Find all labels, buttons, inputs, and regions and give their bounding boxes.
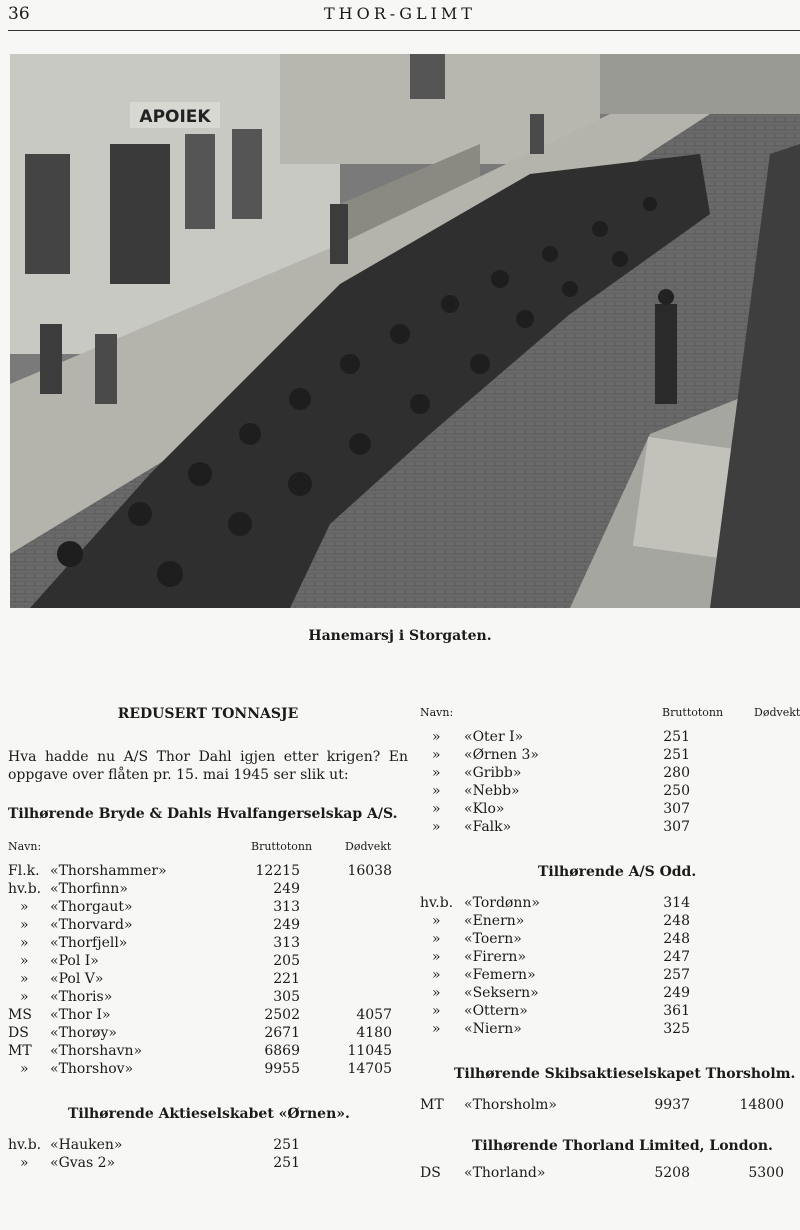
gross-tonnage: 251 — [663, 747, 690, 763]
gross-tonnage: 313 — [273, 935, 300, 951]
ship-name: «Thoris» — [50, 989, 113, 1005]
ship-row — [420, 818, 800, 836]
ship-name: «Enern» — [464, 913, 525, 929]
ship-row — [420, 984, 800, 1002]
gross-tonnage: 248 — [663, 931, 690, 947]
ship-name: «Thorfinn» — [50, 881, 128, 897]
ship-type: hv.b. — [8, 881, 42, 897]
gross-tonnage: 257 — [663, 967, 690, 983]
ship-type: » — [432, 801, 441, 817]
ship-name: «Thorsholm» — [464, 1097, 557, 1113]
ship-type: DS — [420, 1165, 441, 1181]
col-header-gross: Bruttotonn — [662, 706, 724, 719]
ship-name: «Firern» — [464, 949, 527, 965]
deadweight: 14800 — [739, 1097, 784, 1113]
deadweight: 16038 — [347, 863, 392, 879]
ship-type: » — [20, 971, 29, 987]
gross-tonnage: 325 — [663, 1021, 690, 1037]
article-intro: Hva hadde nu A/S Thor Dahl igjen etter krigen? En oppgave over flåten pr. 15. mai 1945 ser slik ut: — [8, 749, 408, 783]
odd-table — [420, 894, 800, 1038]
ship-row — [420, 782, 800, 800]
ship-row — [8, 880, 408, 898]
gross-tonnage: 314 — [663, 895, 690, 911]
ship-name: «Thorfjell» — [50, 935, 128, 951]
article-heading: REDUSERT TONNASJE — [117, 706, 299, 722]
ship-type: » — [20, 953, 29, 969]
photo-caption: Hanemarsj i Storgaten. — [308, 628, 492, 644]
ship-type: hv.b. — [420, 895, 454, 911]
ship-row — [8, 952, 408, 970]
ship-row — [8, 1154, 408, 1172]
ship-row — [420, 728, 800, 746]
col-header-name: Navn: — [420, 706, 454, 719]
ship-type: » — [432, 765, 441, 781]
ship-row — [420, 800, 800, 818]
gross-tonnage: 205 — [273, 953, 300, 969]
gross-tonnage: 5208 — [654, 1165, 690, 1181]
ship-row — [8, 1042, 408, 1060]
ship-type: » — [432, 819, 441, 835]
ship-name: «Toern» — [464, 931, 522, 947]
ship-row — [420, 1002, 800, 1020]
ship-name: «Hauken» — [50, 1137, 123, 1153]
header-rule — [8, 30, 800, 31]
section-title-thorland: Tilhørende Thorland Limited, London. — [472, 1138, 773, 1154]
gross-tonnage: 305 — [273, 989, 300, 1005]
ship-name: «Thorgaut» — [50, 899, 133, 915]
ship-type: » — [432, 913, 441, 929]
gross-tonnage: 313 — [273, 899, 300, 915]
gross-tonnage: 251 — [273, 1137, 300, 1153]
gross-tonnage: 12215 — [255, 863, 300, 879]
ship-name: «Thorøy» — [50, 1025, 117, 1041]
ship-row — [8, 988, 408, 1006]
gross-tonnage: 249 — [663, 985, 690, 1001]
ship-row — [8, 916, 408, 934]
gross-tonnage: 280 — [663, 765, 690, 781]
ship-type: Fl.k. — [8, 863, 40, 879]
running-title: THOR-GLIMT — [324, 4, 476, 23]
ship-type: » — [432, 985, 441, 1001]
right-column — [420, 700, 800, 1182]
ship-row — [8, 898, 408, 916]
ship-type: MT — [8, 1043, 32, 1059]
gross-tonnage: 250 — [663, 783, 690, 799]
ship-type: » — [20, 917, 29, 933]
column-headers-right — [420, 706, 800, 722]
ship-type: » — [432, 783, 441, 799]
ship-type: hv.b. — [8, 1137, 42, 1153]
ship-type: » — [432, 1003, 441, 1019]
page-number: 36 — [8, 4, 30, 24]
ship-name: «Thor I» — [50, 1007, 111, 1023]
photo-illustration — [10, 54, 800, 608]
gross-tonnage: 249 — [273, 881, 300, 897]
ornen-cont-table — [420, 728, 800, 836]
ship-type: » — [432, 931, 441, 947]
ship-name: «Nebb» — [464, 783, 520, 799]
col-header-dead: Dødvekt — [754, 706, 800, 719]
street-march-photo — [10, 54, 800, 608]
ship-type: DS — [8, 1025, 29, 1041]
section-title-thorsholm: Tilhørende Skibsaktieselskapet Thorsholm. — [454, 1066, 796, 1082]
ornen-table — [8, 1136, 408, 1172]
ship-type: » — [20, 899, 29, 915]
ship-name: «Niern» — [464, 1021, 522, 1037]
ship-name: «Ottern» — [464, 1003, 528, 1019]
ship-name: «Ørnen 3» — [464, 747, 539, 763]
ship-row — [8, 1006, 408, 1024]
gross-tonnage: 249 — [273, 917, 300, 933]
section-title-odd: Tilhørende A/S Odd. — [538, 864, 697, 880]
ship-name: «Thorland» — [464, 1165, 546, 1181]
ship-type: » — [20, 1155, 29, 1171]
ship-type: » — [20, 1061, 29, 1077]
gross-tonnage: 2671 — [264, 1025, 300, 1041]
left-column — [8, 700, 408, 1172]
gross-tonnage: 6869 — [264, 1043, 300, 1059]
gross-tonnage: 251 — [663, 729, 690, 745]
ship-row — [420, 1096, 800, 1114]
ship-name: «Femern» — [464, 967, 536, 983]
ship-row — [8, 970, 408, 988]
column-headers-left — [8, 840, 408, 856]
deadweight: 11045 — [347, 1043, 392, 1059]
gross-tonnage: 221 — [273, 971, 300, 987]
deadweight: 4180 — [356, 1025, 392, 1041]
ship-name: «Pol V» — [50, 971, 104, 987]
gross-tonnage: 307 — [663, 819, 690, 835]
ship-name: «Gvas 2» — [50, 1155, 116, 1171]
ship-row — [420, 894, 800, 912]
ship-name: «Thorshavn» — [50, 1043, 143, 1059]
ship-row — [420, 764, 800, 782]
ship-type: » — [20, 935, 29, 951]
section-title-ornen: Tilhørende Aktieselskabet «Ørnen». — [68, 1106, 350, 1122]
page-header — [0, 0, 800, 32]
thorsholm-table — [420, 1096, 800, 1114]
ship-name: «Seksern» — [464, 985, 539, 1001]
ship-type: » — [432, 729, 441, 745]
gross-tonnage: 361 — [663, 1003, 690, 1019]
ship-name: «Thorshammer» — [50, 863, 167, 879]
col-header-name: Navn: — [8, 840, 42, 853]
gross-tonnage: 251 — [273, 1155, 300, 1171]
ship-row — [420, 930, 800, 948]
ship-type: » — [432, 1021, 441, 1037]
ship-row — [8, 1060, 408, 1078]
deadweight: 5300 — [748, 1165, 784, 1181]
ship-name: «Thorvard» — [50, 917, 133, 933]
thorland-table — [420, 1164, 800, 1182]
ship-name: «Pol I» — [50, 953, 99, 969]
ship-name: «Thorshov» — [50, 1061, 134, 1077]
ship-type: » — [432, 747, 441, 763]
ship-row — [420, 948, 800, 966]
ship-name: «Oter I» — [464, 729, 524, 745]
ship-row — [8, 1024, 408, 1042]
ship-row — [420, 746, 800, 764]
ship-row — [420, 1020, 800, 1038]
gross-tonnage: 2502 — [264, 1007, 300, 1023]
ship-row — [8, 1136, 408, 1154]
ship-row — [420, 1164, 800, 1182]
deadweight: 4057 — [356, 1007, 392, 1023]
gross-tonnage: 307 — [663, 801, 690, 817]
gross-tonnage: 9955 — [264, 1061, 300, 1077]
ship-row — [420, 966, 800, 984]
col-header-dead: Dødvekt — [345, 840, 392, 853]
gross-tonnage: 248 — [663, 913, 690, 929]
ship-name: «Gribb» — [464, 765, 522, 781]
ship-type: » — [432, 967, 441, 983]
gross-tonnage: 247 — [663, 949, 690, 965]
section-title-bryde: Tilhørende Bryde & Dahls Hvalfangerselskap A/S. — [8, 806, 398, 822]
ship-row — [420, 912, 800, 930]
ship-row — [8, 862, 408, 880]
deadweight: 14705 — [347, 1061, 392, 1077]
ship-name: «Falk» — [464, 819, 512, 835]
ship-row — [8, 934, 408, 952]
ship-name: «Tordønn» — [464, 895, 540, 911]
col-header-gross: Bruttotonn — [251, 840, 313, 853]
ship-type: » — [432, 949, 441, 965]
ship-type: MT — [420, 1097, 444, 1113]
bryde-table — [8, 862, 408, 1078]
ship-type: » — [20, 989, 29, 1005]
gross-tonnage: 9937 — [654, 1097, 690, 1113]
ship-type: MS — [8, 1007, 32, 1023]
shop-sign: APOIEK — [139, 107, 211, 127]
ship-name: «Klo» — [464, 801, 505, 817]
